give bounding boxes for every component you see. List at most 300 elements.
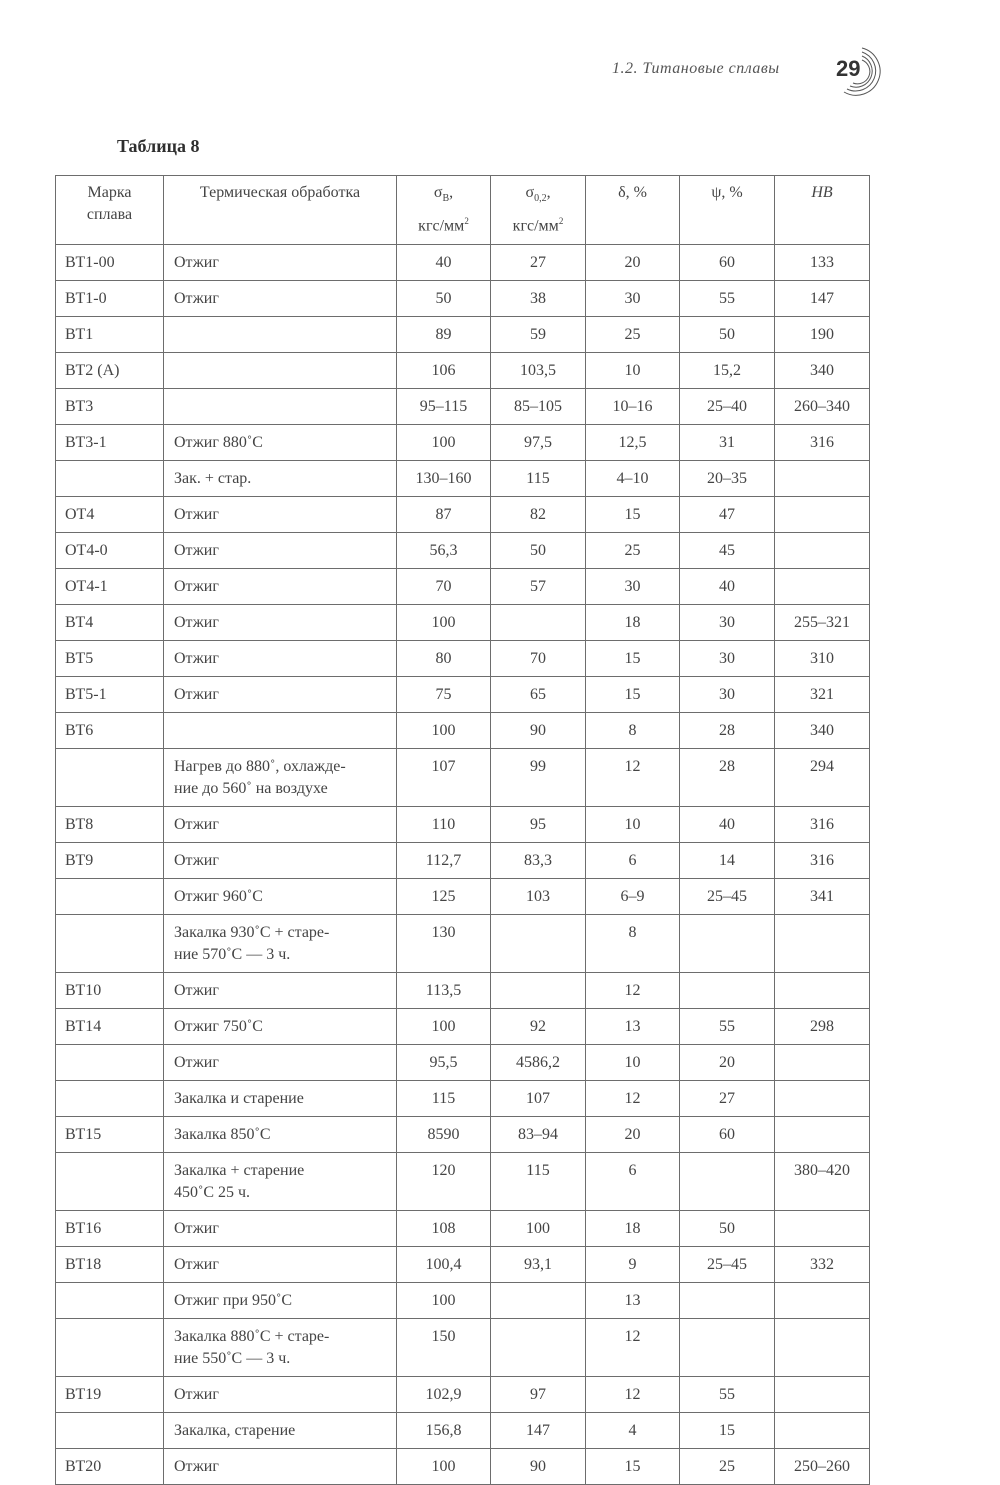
cell-sigma-b	[397, 748, 491, 806]
cell-hb	[775, 1282, 870, 1318]
cell-delta-text: 15	[624, 649, 641, 667]
cell-grade-text: ВТ18	[65, 1255, 102, 1273]
cell-sigma-b	[397, 676, 491, 712]
cell-sigma-02-text: 115	[526, 1161, 550, 1179]
cell-treatment	[164, 676, 397, 712]
cell-psi-text: 60	[719, 253, 735, 271]
cell-sigma-02-text: 92	[530, 1017, 546, 1035]
table-row	[56, 352, 870, 388]
cell-sigma-02	[491, 388, 586, 424]
cell-treatment	[164, 1210, 397, 1246]
cell-psi-text: 55	[719, 1017, 735, 1035]
cell-sigma-b	[397, 1008, 491, 1044]
cell-sigma-b	[397, 604, 491, 640]
cell-hb	[775, 1376, 870, 1412]
cell-treatment-text-line2: ние 550˚С — 3 ч.	[174, 1349, 291, 1367]
cell-hb	[775, 972, 870, 1008]
cell-psi-text: 14	[719, 851, 735, 869]
cell-sigma-b-text: 100	[431, 1017, 456, 1035]
cell-sigma-02-text: 99	[530, 757, 546, 775]
cell-sigma-b-text: 95,5	[429, 1053, 458, 1071]
cell-psi	[680, 532, 775, 568]
cell-delta-text: 6	[628, 851, 637, 869]
table-row	[56, 244, 870, 280]
cell-grade	[56, 280, 164, 316]
cell-treatment-text: Отжиг	[174, 981, 219, 999]
cell-hb-text: 298	[810, 1017, 834, 1035]
sigma-02-unit-power: 2	[558, 216, 564, 227]
cell-psi-text: 20	[719, 1053, 735, 1071]
cell-hb-text: 190	[810, 325, 834, 343]
table-row	[56, 914, 870, 972]
sigma-b-unit-power: 2	[464, 216, 469, 227]
cell-psi	[680, 972, 775, 1008]
cell-delta-text: 10	[624, 361, 641, 379]
cell-hb	[775, 316, 870, 352]
cell-delta	[586, 496, 680, 532]
cell-delta	[586, 1318, 680, 1376]
cell-sigma-b	[397, 424, 491, 460]
cell-grade-text: ВТ10	[65, 981, 102, 999]
cell-delta-text: 15	[624, 505, 641, 523]
cell-sigma-b-text: 89	[435, 325, 452, 343]
cell-grade	[56, 352, 164, 388]
cell-sigma-02-text: 90	[530, 721, 546, 739]
cell-treatment	[164, 1412, 397, 1448]
cell-sigma-02	[491, 1412, 586, 1448]
cell-grade	[56, 1412, 164, 1448]
header-grade	[56, 176, 164, 245]
cell-delta	[586, 842, 680, 878]
cell-psi-text: 28	[719, 757, 735, 775]
cell-grade-text: ВТ1	[65, 325, 94, 343]
cell-treatment	[164, 806, 397, 842]
cell-treatment-text: Отжиг	[174, 1255, 219, 1273]
cell-hb	[775, 1116, 870, 1152]
cell-hb	[775, 1008, 870, 1044]
cell-delta-text: 10–16	[612, 397, 653, 415]
cell-delta-text: 10	[624, 1053, 641, 1071]
cell-delta-text: 13	[624, 1017, 641, 1035]
cell-sigma-02-text: 83–94	[518, 1125, 558, 1143]
cell-sigma-b	[397, 1080, 491, 1116]
cell-hb-text: 316	[810, 815, 834, 833]
table-row	[56, 972, 870, 1008]
cell-grade	[56, 1246, 164, 1282]
sigma-02-unit: кгс/мм	[512, 217, 559, 235]
cell-psi	[680, 604, 775, 640]
cell-hb	[775, 1412, 870, 1448]
cell-treatment	[164, 388, 397, 424]
table-row	[56, 1246, 870, 1282]
cell-delta-text: 6	[628, 1161, 637, 1179]
cell-psi-text: 60	[719, 1125, 735, 1143]
cell-sigma-b-text: 130	[431, 923, 456, 941]
cell-sigma-02-text: 27	[530, 253, 546, 271]
cell-sigma-b-text: 100	[431, 433, 456, 451]
cell-treatment-text: Отжиг	[174, 851, 219, 869]
cell-grade	[56, 914, 164, 972]
cell-sigma-02-text: 103	[526, 887, 550, 905]
cell-hb-text: 260–340	[794, 397, 850, 415]
cell-sigma-02-text: 97,5	[524, 433, 552, 451]
cell-hb	[775, 604, 870, 640]
cell-grade-text: ОТ4-0	[65, 541, 108, 559]
table-row	[56, 676, 870, 712]
cell-sigma-b	[397, 1210, 491, 1246]
cell-delta-text: 30	[624, 289, 641, 307]
cell-hb	[775, 352, 870, 388]
table-row	[56, 1210, 870, 1246]
cell-sigma-b	[397, 972, 491, 1008]
cell-treatment	[164, 1246, 397, 1282]
cell-treatment	[164, 1448, 397, 1484]
cell-psi	[680, 1448, 775, 1484]
table-row	[56, 388, 870, 424]
cell-treatment	[164, 604, 397, 640]
cell-treatment-text: Зак. + стар.	[174, 469, 252, 487]
cell-sigma-02-text: 100	[526, 1219, 550, 1237]
cell-sigma-b-text: 100	[431, 721, 456, 739]
cell-treatment-text: Отжиг при 950˚С	[174, 1291, 293, 1309]
cell-grade	[56, 244, 164, 280]
cell-sigma-02	[491, 914, 586, 972]
cell-grade	[56, 388, 164, 424]
cell-hb-text: 340	[810, 361, 834, 379]
cell-treatment	[164, 1282, 397, 1318]
cell-delta	[586, 748, 680, 806]
cell-psi-text: 20–35	[707, 469, 747, 487]
cell-sigma-02-text: 57	[530, 577, 546, 595]
cell-sigma-b	[397, 352, 491, 388]
cell-sigma-02	[491, 316, 586, 352]
cell-grade	[56, 1210, 164, 1246]
cell-treatment-text: Закалка + старение	[174, 1161, 305, 1179]
cell-hb	[775, 1152, 870, 1210]
cell-psi-text: 31	[719, 433, 735, 451]
cell-sigma-02	[491, 748, 586, 806]
cell-sigma-02	[491, 712, 586, 748]
cell-treatment	[164, 280, 397, 316]
cell-delta	[586, 352, 680, 388]
cell-grade-text: ОТ4-1	[65, 577, 108, 595]
cell-treatment-text: Закалка, старение	[174, 1421, 296, 1439]
cell-psi-text: 25–40	[707, 397, 747, 415]
cell-sigma-b-text: 100	[431, 1291, 456, 1309]
cell-treatment	[164, 1318, 397, 1376]
header-grade-line1: Марка	[87, 184, 132, 201]
page-number: 29	[836, 56, 861, 81]
cell-hb-text: 310	[810, 649, 834, 667]
cell-psi-text: 25	[719, 1457, 735, 1475]
cell-sigma-b-text: 115	[431, 1089, 456, 1107]
cell-psi	[680, 1210, 775, 1246]
cell-grade-text: ВТ1-00	[65, 253, 115, 271]
table-caption: Таблица 8	[117, 136, 200, 156]
cell-sigma-02-text: 85–105	[514, 397, 562, 415]
cell-grade	[56, 604, 164, 640]
cell-psi	[680, 842, 775, 878]
cell-delta-text: 4	[628, 1421, 637, 1439]
table-row	[56, 568, 870, 604]
table-row	[56, 1376, 870, 1412]
cell-treatment	[164, 1008, 397, 1044]
cell-sigma-b	[397, 496, 491, 532]
table-row	[56, 842, 870, 878]
cell-sigma-b-text: 100	[431, 613, 456, 631]
cell-psi	[680, 460, 775, 496]
cell-sigma-02	[491, 1210, 586, 1246]
cell-treatment-text: Отжиг	[174, 1053, 219, 1071]
cell-delta-text: 12,5	[618, 433, 647, 451]
cell-sigma-b-text: 102,9	[425, 1385, 462, 1403]
cell-hb-text: 332	[810, 1255, 834, 1273]
cell-delta-text: 4–10	[616, 469, 649, 487]
cell-psi	[680, 1152, 775, 1210]
cell-hb	[775, 496, 870, 532]
cell-psi	[680, 280, 775, 316]
cell-delta-text: 9	[628, 1255, 637, 1273]
cell-psi	[680, 1412, 775, 1448]
table-row	[56, 424, 870, 460]
cell-sigma-b	[397, 712, 491, 748]
cell-delta-text: 18	[624, 1219, 641, 1237]
cell-psi	[680, 1080, 775, 1116]
cell-psi	[680, 1246, 775, 1282]
cell-sigma-b-text: 80	[435, 649, 452, 667]
cell-psi	[680, 568, 775, 604]
cell-psi	[680, 1008, 775, 1044]
cell-delta-text: 15	[624, 1457, 641, 1475]
cell-delta-text: 25	[624, 541, 641, 559]
cell-hb	[775, 532, 870, 568]
cell-treatment-text: Отжиг 880˚С	[174, 433, 263, 451]
cell-grade	[56, 806, 164, 842]
cell-delta-text: 15	[624, 685, 641, 703]
cell-sigma-b-text: 75	[435, 685, 452, 703]
cell-grade-text: ВТ5-1	[65, 685, 107, 703]
cell-grade-text: ВТ3-1	[65, 433, 107, 451]
cell-treatment-text: Закалка 880˚С + старе-	[174, 1327, 330, 1345]
cell-sigma-b	[397, 460, 491, 496]
cell-delta-text: 18	[624, 613, 641, 631]
cell-grade-text: ВТ16	[65, 1219, 102, 1237]
cell-sigma-b	[397, 640, 491, 676]
cell-sigma-b	[397, 1044, 491, 1080]
cell-treatment	[164, 316, 397, 352]
sigma-b-symbol: σ	[433, 184, 443, 201]
cell-treatment	[164, 496, 397, 532]
table-row	[56, 1448, 870, 1484]
cell-treatment	[164, 1044, 397, 1080]
cell-hb	[775, 424, 870, 460]
running-title: 1.2. Титановые сплавы	[612, 60, 780, 77]
cell-sigma-b-text: 150	[431, 1327, 456, 1345]
cell-delta	[586, 460, 680, 496]
cell-hb-text: 316	[810, 433, 834, 451]
sigma-02-symbol: σ	[525, 184, 535, 201]
cell-sigma-02	[491, 676, 586, 712]
cell-psi	[680, 1116, 775, 1152]
table-row	[56, 1080, 870, 1116]
cell-psi-text: 30	[719, 649, 735, 667]
cell-delta	[586, 1246, 680, 1282]
cell-treatment	[164, 640, 397, 676]
cell-grade-text: ВТ3	[65, 397, 94, 415]
table-row	[56, 280, 870, 316]
cell-grade	[56, 568, 164, 604]
cell-sigma-02	[491, 1116, 586, 1152]
cell-hb-text: 316	[810, 851, 834, 869]
cell-delta-text: 12	[624, 1327, 641, 1345]
header-sigma-02: $\sigma_{0,2}$, кгс/$мм^2$	[491, 176, 586, 245]
cell-grade	[56, 748, 164, 806]
cell-grade	[56, 1116, 164, 1152]
cell-psi-text: 30	[719, 685, 735, 703]
cell-delta	[586, 1376, 680, 1412]
cell-sigma-02	[491, 1246, 586, 1282]
cell-delta-text: 10	[624, 815, 641, 833]
cell-delta	[586, 244, 680, 280]
table-row	[56, 878, 870, 914]
cell-psi-text: 50	[719, 325, 735, 343]
table-row	[56, 1152, 870, 1210]
cell-treatment-text: Отжиг	[174, 613, 219, 631]
cell-grade	[56, 1448, 164, 1484]
cell-sigma-b	[397, 568, 491, 604]
cell-hb	[775, 842, 870, 878]
header-delta: δ, %	[586, 176, 680, 245]
cell-psi	[680, 1318, 775, 1376]
cell-sigma-b	[397, 1152, 491, 1210]
cell-psi	[680, 878, 775, 914]
cell-psi-text: 40	[719, 577, 735, 595]
cell-sigma-02-text: 70	[530, 649, 546, 667]
cell-treatment-text-line2: ние до 560˚ на воздухе	[174, 779, 328, 797]
table-row	[56, 460, 870, 496]
cell-treatment	[164, 1080, 397, 1116]
cell-psi	[680, 676, 775, 712]
table-header-row	[56, 176, 870, 245]
cell-delta-text: 25	[624, 325, 641, 343]
cell-sigma-02-text: 107	[526, 1089, 550, 1107]
table-row	[56, 640, 870, 676]
cell-delta-text: 12	[624, 981, 641, 999]
cell-delta-text: 12	[624, 757, 641, 775]
cell-sigma-02	[491, 806, 586, 842]
cell-grade-text: ВТ4	[65, 613, 94, 631]
cell-delta-text: 12	[624, 1089, 641, 1107]
cell-grade-text: ВТ5	[65, 649, 94, 667]
cell-grade-text: ВТ6	[65, 721, 94, 739]
cell-grade	[56, 532, 164, 568]
cell-sigma-b	[397, 1282, 491, 1318]
cell-hb	[775, 280, 870, 316]
cell-treatment-text-line2: ние 570˚С — 3 ч.	[174, 945, 291, 963]
cell-grade	[56, 712, 164, 748]
cell-psi	[680, 712, 775, 748]
cell-treatment	[164, 1116, 397, 1152]
cell-hb-text: 147	[810, 289, 834, 307]
cell-sigma-b	[397, 280, 491, 316]
cell-delta	[586, 532, 680, 568]
cell-delta	[586, 914, 680, 972]
cell-grade	[56, 316, 164, 352]
cell-hb	[775, 1044, 870, 1080]
cell-psi-text: 25–45	[707, 887, 747, 905]
cell-delta-text: 8	[628, 721, 637, 739]
cell-sigma-b-text: 107	[431, 757, 456, 775]
cell-sigma-b	[397, 532, 491, 568]
cell-grade-text: ВТ19	[65, 1385, 102, 1403]
cell-psi	[680, 748, 775, 806]
cell-sigma-02-text: 90	[530, 1457, 546, 1475]
cell-sigma-02	[491, 842, 586, 878]
cell-delta-text: 30	[624, 577, 641, 595]
cell-grade-text: ВТ1-0	[65, 289, 107, 307]
cell-treatment-text: Закалка и старение	[174, 1089, 304, 1107]
cell-delta	[586, 878, 680, 914]
cell-hb-text: 380–420	[794, 1161, 850, 1179]
cell-sigma-02-text: 95	[530, 815, 546, 833]
cell-sigma-02-text: 93,1	[524, 1255, 552, 1273]
cell-treatment-text: Отжиг 960˚С	[174, 887, 263, 905]
cell-treatment	[164, 914, 397, 972]
cell-sigma-b	[397, 914, 491, 972]
cell-grade-text: ОТ4	[65, 505, 95, 523]
cell-treatment-text: Отжиг	[174, 253, 219, 271]
cell-grade	[56, 460, 164, 496]
cell-grade-text: ВТ8	[65, 815, 94, 833]
cell-psi	[680, 424, 775, 460]
table-row	[56, 532, 870, 568]
table-row	[56, 806, 870, 842]
cell-treatment-text-line2: 450˚С 25 ч.	[174, 1183, 251, 1201]
cell-hb-text: 340	[810, 721, 834, 739]
cell-psi	[680, 1376, 775, 1412]
cell-grade	[56, 1152, 164, 1210]
cell-treatment-text: Отжиг	[174, 541, 219, 559]
cell-delta	[586, 1210, 680, 1246]
cell-sigma-02	[491, 1376, 586, 1412]
cell-hb	[775, 914, 870, 972]
cell-sigma-02	[491, 352, 586, 388]
cell-grade	[56, 878, 164, 914]
cell-sigma-b	[397, 878, 491, 914]
cell-grade	[56, 972, 164, 1008]
cell-sigma-b-text: 95–115	[419, 397, 468, 415]
cell-treatment-text: Отжиг	[174, 1385, 219, 1403]
cell-treatment	[164, 1152, 397, 1210]
cell-delta	[586, 604, 680, 640]
cell-delta	[586, 1412, 680, 1448]
cell-sigma-b	[397, 1318, 491, 1376]
cell-delta	[586, 280, 680, 316]
cell-delta	[586, 1008, 680, 1044]
cell-sigma-02-text: 103,5	[520, 361, 556, 379]
cell-hb	[775, 388, 870, 424]
cell-sigma-02	[491, 532, 586, 568]
cell-sigma-02-text: 147	[526, 1421, 550, 1439]
cell-sigma-b	[397, 1376, 491, 1412]
page-ornament-rings	[840, 42, 896, 102]
cell-psi-text: 55	[719, 1385, 735, 1403]
cell-psi-text: 15	[719, 1421, 735, 1439]
cell-sigma-02	[491, 1080, 586, 1116]
cell-grade	[56, 424, 164, 460]
cell-sigma-02-text: 82	[530, 505, 546, 523]
cell-sigma-b-text: 8590	[427, 1125, 460, 1143]
